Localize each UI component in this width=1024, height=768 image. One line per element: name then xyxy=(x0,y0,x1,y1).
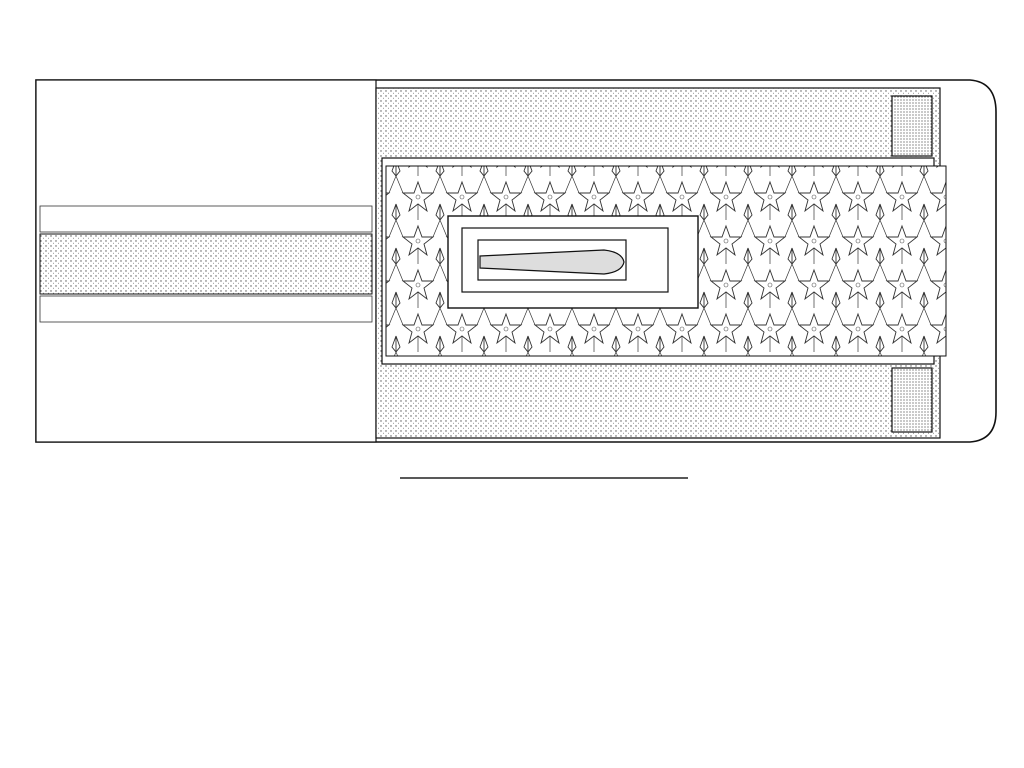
corner-planter-top xyxy=(892,96,932,156)
rest-zone-path-top xyxy=(40,206,372,232)
corner-planter-bottom xyxy=(892,368,932,432)
rest-zone-path-bottom xyxy=(40,296,372,322)
rest-zone-alley xyxy=(40,234,372,294)
